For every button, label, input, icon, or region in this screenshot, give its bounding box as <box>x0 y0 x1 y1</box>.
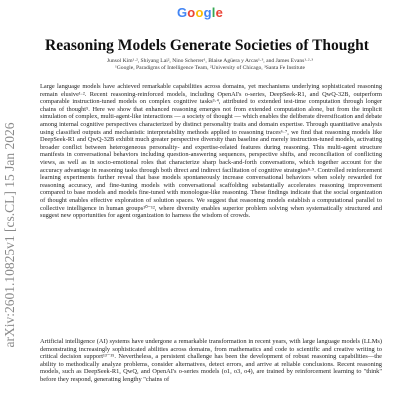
logo-letter: e <box>215 5 224 20</box>
logo-letter: o <box>195 5 204 20</box>
paper-title: Reasoning Models Generate Societies of Thought <box>45 37 369 54</box>
abstract: Large language models have achieved remarkable capabilities across domains, yet mechanisms underlying sophisticated reasoning remain elusive¹·². Recent reasoning-reinforced models, including OpenAI's o-series, DeepSeek-R1, and QwQ-32B, outperform comparable instruction-tuned models on complex cognitive tasks³·⁴, attributed to extended test-time computation through longer chains of thought⁵. Here we show that enhanced reasoning emerges not from extended computation alone, but from the implicit simulation of complex, multi-agent-like interactions — a society of thought — which enables the deliberate diversification and debate among internal cognitive perspectives characterized by distinct personality traits and domain expertise. Through quantitative analysis using classified outputs and mechanistic interpretability methods applied to reasoning traces⁶·⁷, we find that reasoning models like DeepSeek-R1 and QwQ-32B exhibit much greater perspective diversity than baseline and merely instruction-tuned models, activating broader conflict between heterogeneous personality- and expertise-related features during reasoning. This multi-agent structure manifests in conversational behaviors including question-answering sequences, perspective shifts, and reconciliation of conflicting views, as well as in socio-emotional roles that characterize sharp back-and-forth conversations, which together account for the accuracy advantage in reasoning tasks through both direct and indirect facilitation of cognitive strategies⁸·⁹. Controlled reinforcement learning experiments further reveal that base models spontaneously increase conversational behaviors when solely rewarded for reasoning accuracy, and fine-tuning models with conversational scaffolding substantially accelerates reasoning improvement compared to base models and models fine-tuned with monologue-like reasoning. These findings indicate that the social organization of thought enables effective exploration of solution spaces. We suggest that reasoning models establish a computational parallel to collective intelligence in human groups¹⁰⁻¹², where diversity enables superior problem solving when systematically structured and suggest new opportunities for agent organization to harness the wisdom of crowds. <box>40 83 382 220</box>
logo-letter: o <box>187 5 196 20</box>
author-block <box>40 58 380 72</box>
arxiv-identifier[interactable]: arXiv:2601.10825v1 [cs.CL] 15 Jan 2026 <box>2 122 17 348</box>
logo-letter: g <box>203 5 212 20</box>
logo-letter: l <box>211 5 216 20</box>
introduction-paragraph: Artificial intelligence (AI) systems have undergone a remarkable transformation in recent years, with large language models (LLMs) demonstrating increasingly sophisticated abilities across domains, from mathematics and code to scientific and creative writing to critical decision support¹³⁻¹⁵. Nevertheless, a persistent challenge has been the development of robust reasoning capabilities—the ability to methodically analyze problems, consider alternatives, detect errors, and arrive at reliable conclusions. Recent reasoning models, such as DeepSeek-R1, QwQ, and OpenAI's o-series models (o1, o3, o4), are trained by reinforcement learning to "think" before they respond, generating lengthy "chains of <box>40 338 382 383</box>
google-logo <box>0 5 400 20</box>
logo-letter: G <box>176 5 188 20</box>
affiliations: ¹Google, Paradigms of Intelligence Team, ²University of Chicago, ³Santa Fe Institute <box>115 65 305 71</box>
author-list: Junsol Kim¹·², Shiyang Lai², Nino Scherrer¹, Blaise Agüera y Arcas¹·³, and James Evans¹·²·³ <box>106 58 314 64</box>
